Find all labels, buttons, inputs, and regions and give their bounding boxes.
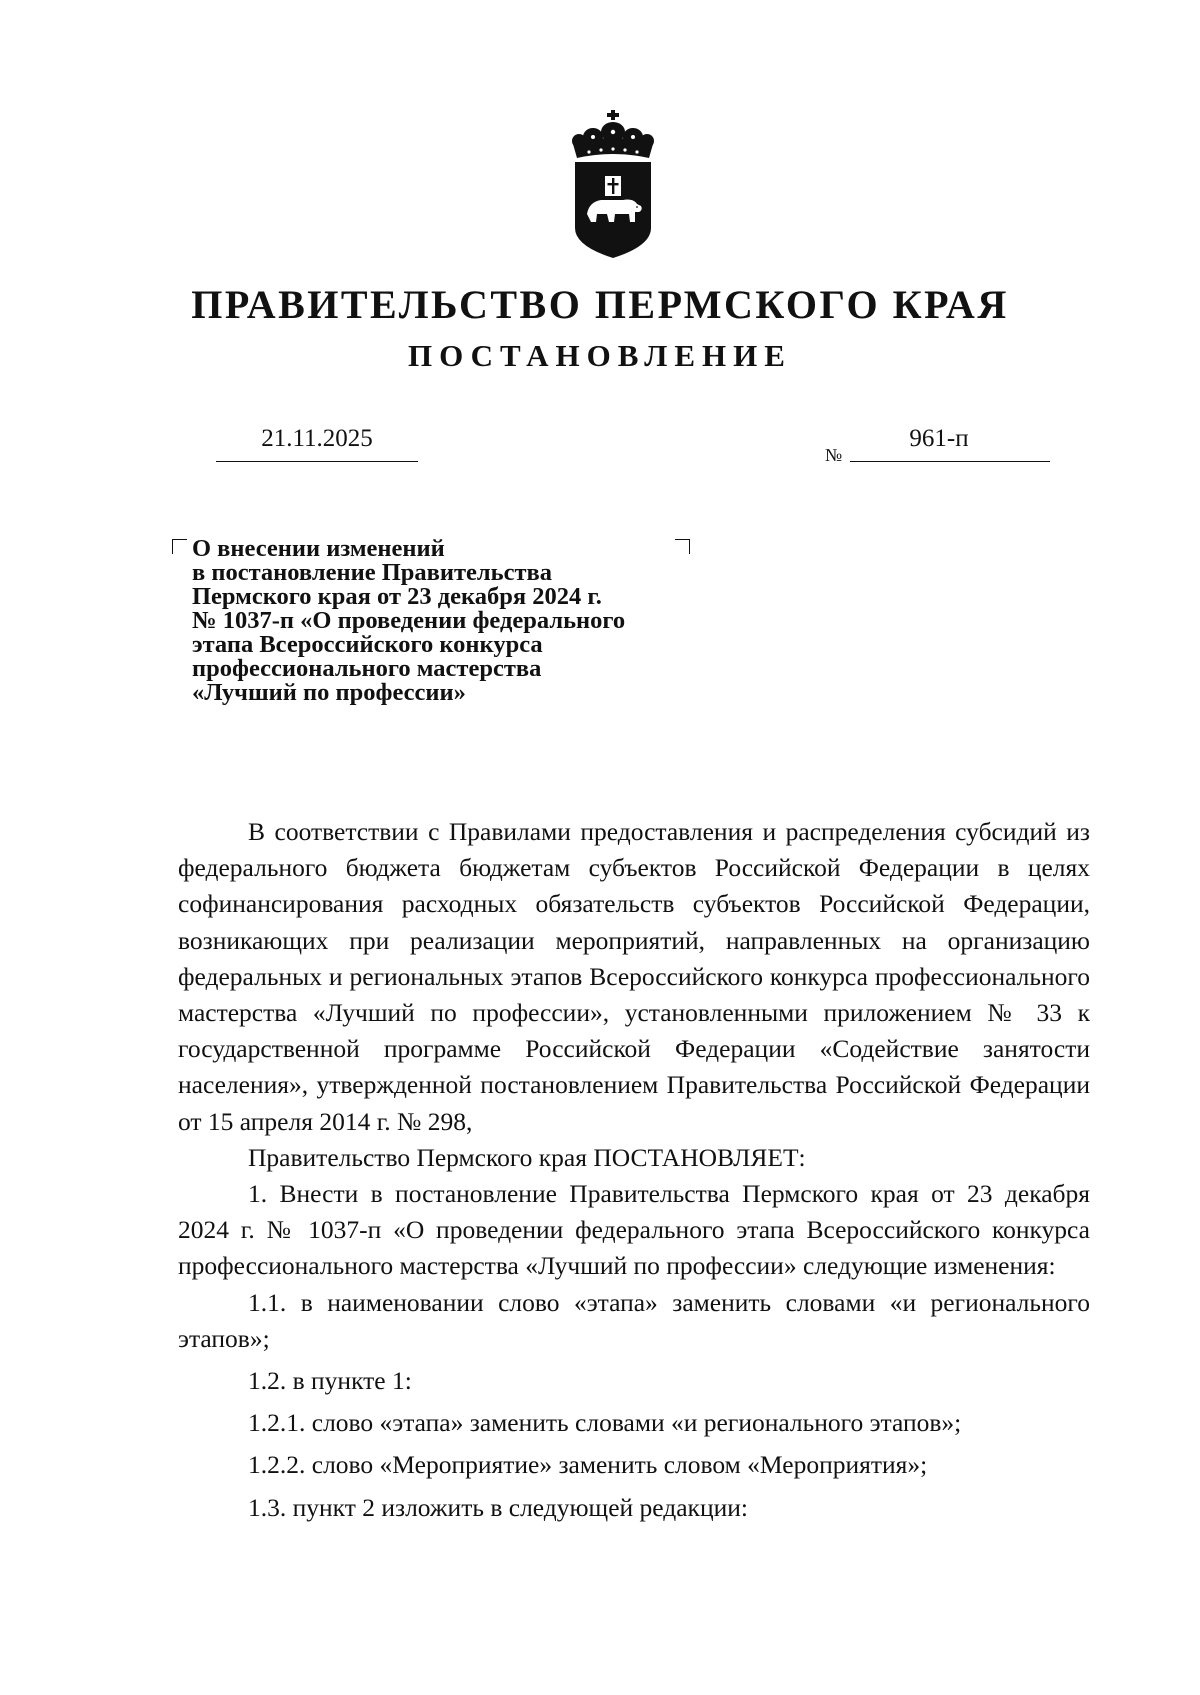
number-underline [850, 461, 1050, 462]
item-1-2-2-paragraph: 1.2.2. слово «Мероприятие» заменить словом «Мероприятия»; [248, 1450, 928, 1480]
document-type-title: ПОСТАНОВЛЕНИЕ [408, 338, 792, 373]
subject-line: О внесении изменений [192, 535, 445, 562]
document-date: 21.11.2025 [261, 425, 373, 452]
organization-title: ПРАВИТЕЛЬСТВО ПЕРМСКОГО КРАЯ [191, 282, 1009, 327]
document-subject [192, 537, 712, 705]
document-number: 961-п [909, 425, 969, 452]
document-date-field [216, 423, 418, 455]
resolves-paragraph: Правительство Пермского края ПОСТАНОВЛЯЕТ: [248, 1142, 806, 1172]
number-sign: № [825, 445, 843, 465]
subject-line: этапа Всероссийского конкурса [192, 631, 543, 658]
item-1-1-paragraph: 1.1. в наименовании слово «этапа» заменить словами «и регионального этапов»; [178, 1287, 1090, 1353]
subject-line: «Лучший по профессии» [192, 679, 466, 706]
item-1-paragraph: 1. Внести в постановление Правительства Пермского края от 23 декабря 2024 г. № 1037-п «О проведении федерального этапа Всероссийского конкурса профессионального мастерства «Лучший по профессии» следующие изменения: [178, 1179, 1090, 1281]
subject-left-bracket [172, 539, 187, 554]
subject-line: Пермского края от 23 декабря 2024 г. [192, 583, 602, 610]
subject-line: в постановление Правительства [192, 559, 552, 586]
subject-line: № 1037-п «О проведении федерального [192, 607, 626, 634]
item-1-2-paragraph: 1.2. в пункте 1: [248, 1366, 412, 1396]
date-underline [216, 461, 418, 462]
document-body [178, 814, 1090, 1526]
preamble-paragraph: В соответствии с Правилами предоставления и распределения субсидий из федерального бюджета бюджетам субъектов Российской Федерации в целях софинансирования расходных обязательств субъектов Российской Федерации, возникающих при реализации мероприятий, направленных на организацию федеральных и региональных этапов Всероссийского конкурса профессионального мастерства «Лучший по профессии», установленными приложением № 33 к государственной программе Российской Федерации «Содействие занятости населения», утвержденной постановлением Правительства Российской Федерации от 15 апреля 2014 г. № 298, [178, 817, 1090, 1136]
item-1-2-1-paragraph: 1.2.1. слово «этапа» заменить словами «и регионального этапов»; [248, 1408, 962, 1438]
subject-line: профессионального мастерства [192, 655, 542, 682]
document-number-field [850, 423, 1050, 455]
perm-krai-coat-of-arms-icon [567, 110, 659, 260]
item-1-3-paragraph: 1.3. пункт 2 изложить в следующей редакции: [248, 1492, 748, 1522]
